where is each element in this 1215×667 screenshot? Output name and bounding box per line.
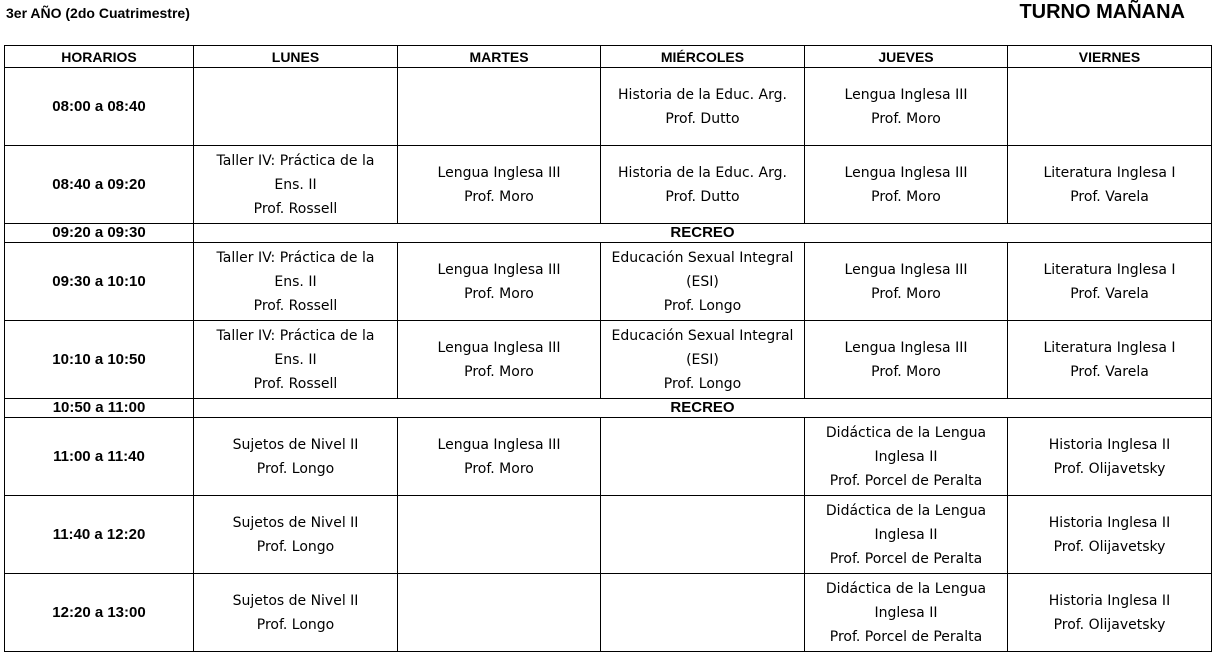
class-cell-lunes xyxy=(194,68,398,146)
professor-name: Prof. Moro xyxy=(464,460,534,477)
subject-line: Historia Inglesa II xyxy=(1048,592,1171,609)
class-cell-lunes xyxy=(194,321,398,399)
subject-line: Educación Sexual Integral xyxy=(611,327,794,344)
table-row xyxy=(5,146,1212,224)
professor-name: Prof. Rossell xyxy=(253,200,338,217)
column-header-miercoles: MIÉRCOLES xyxy=(601,46,805,68)
class-cell-viernes xyxy=(1008,496,1212,574)
class-cell-viernes xyxy=(1008,418,1212,496)
time-slot: 12:20 a 13:00 xyxy=(5,574,194,652)
class-cell-martes xyxy=(398,496,601,574)
class-cell-jueves xyxy=(805,68,1008,146)
table-row xyxy=(5,243,1212,321)
schedule-body xyxy=(5,68,1212,652)
subject-line: Educación Sexual Integral xyxy=(611,249,794,266)
schedule-title: 3er AÑO (2do Cuatrimestre) xyxy=(6,5,190,21)
professor-name: Prof. Longo xyxy=(256,616,335,633)
professor-name: Prof. Varela xyxy=(1070,285,1149,302)
class-cell-viernes xyxy=(1008,146,1212,224)
class-cell-miercoles xyxy=(601,496,805,574)
subject-line: Lengua Inglesa III xyxy=(437,436,561,453)
subject-line: Ens. II xyxy=(274,351,317,368)
subject-line: Lengua Inglesa III xyxy=(844,261,968,278)
professor-name: Prof. Dutto xyxy=(665,110,740,127)
class-cell-jueves xyxy=(805,321,1008,399)
time-slot: 08:40 a 09:20 xyxy=(5,146,194,224)
class-cell-jueves xyxy=(805,146,1008,224)
class-cell-miercoles xyxy=(601,321,805,399)
header-row xyxy=(5,46,1212,68)
subject-line: Sujetos de Nivel II xyxy=(232,436,359,453)
class-cell-lunes xyxy=(194,243,398,321)
class-cell-jueves xyxy=(805,243,1008,321)
shift-label: TURNO MAÑANA xyxy=(1019,1,1185,23)
class-cell-lunes xyxy=(194,146,398,224)
professor-name: Prof. Longo xyxy=(663,297,742,314)
professor-name: Prof. Moro xyxy=(871,285,941,302)
time-slot: 10:10 a 10:50 xyxy=(5,321,194,399)
professor-name: Prof. Longo xyxy=(663,375,742,392)
subject-line: Sujetos de Nivel II xyxy=(232,514,359,531)
professor-name: Prof. Moro xyxy=(871,363,941,380)
class-cell-jueves xyxy=(805,574,1008,652)
professor-name: Prof. Porcel de Peralta xyxy=(829,550,983,567)
recess-label: RECREO xyxy=(194,399,1212,418)
class-cell-lunes xyxy=(194,496,398,574)
professor-name: Prof. Moro xyxy=(871,188,941,205)
subject-line: Ens. II xyxy=(274,273,317,290)
class-cell-lunes xyxy=(194,574,398,652)
table-row xyxy=(5,418,1212,496)
class-cell-viernes xyxy=(1008,321,1212,399)
professor-name: Prof. Olijavetsky xyxy=(1053,460,1166,477)
class-cell-martes xyxy=(398,418,601,496)
subject-line: Literatura Inglesa I xyxy=(1043,261,1176,278)
class-cell-miercoles xyxy=(601,146,805,224)
table-row xyxy=(5,321,1212,399)
subject-line: (ESI) xyxy=(686,273,719,290)
subject-line: Inglesa II xyxy=(874,526,938,543)
subject-line: Lengua Inglesa III xyxy=(437,261,561,278)
table-row xyxy=(5,68,1212,146)
schedule-table xyxy=(4,45,1212,652)
column-header-jueves: JUEVES xyxy=(805,46,1008,68)
class-cell-miercoles xyxy=(601,418,805,496)
subject-line: Lengua Inglesa III xyxy=(437,164,561,181)
time-slot: 10:50 a 11:00 xyxy=(5,399,194,418)
professor-name: Prof. Porcel de Peralta xyxy=(829,628,983,645)
column-header-martes: MARTES xyxy=(398,46,601,68)
subject-line: Lengua Inglesa III xyxy=(844,164,968,181)
recess-row xyxy=(5,399,1212,418)
class-cell-martes xyxy=(398,243,601,321)
column-header-lunes: LUNES xyxy=(194,46,398,68)
subject-line: Historia Inglesa II xyxy=(1048,514,1171,531)
professor-name: Prof. Olijavetsky xyxy=(1053,616,1166,633)
subject-line: Taller IV: Práctica de la xyxy=(216,327,375,344)
class-cell-martes xyxy=(398,321,601,399)
class-cell-miercoles xyxy=(601,68,805,146)
professor-name: Prof. Olijavetsky xyxy=(1053,538,1166,555)
subject-line: Didáctica de la Lengua xyxy=(825,424,987,441)
subject-line: Taller IV: Práctica de la xyxy=(216,152,375,169)
subject-line: Inglesa II xyxy=(874,604,938,621)
professor-name: Prof. Rossell xyxy=(253,297,338,314)
subject-line: Inglesa II xyxy=(874,448,938,465)
professor-name: Prof. Moro xyxy=(464,188,534,205)
time-slot: 09:20 a 09:30 xyxy=(5,224,194,243)
subject-line: Lengua Inglesa III xyxy=(437,339,561,356)
column-header-viernes: VIERNES xyxy=(1008,46,1212,68)
professor-name: Prof. Moro xyxy=(871,110,941,127)
professor-name: Prof. Varela xyxy=(1070,188,1149,205)
subject-line: Historia Inglesa II xyxy=(1048,436,1171,453)
class-cell-martes xyxy=(398,146,601,224)
subject-line: Lengua Inglesa III xyxy=(844,339,968,356)
class-cell-jueves xyxy=(805,496,1008,574)
class-cell-miercoles xyxy=(601,574,805,652)
column-header-horarios: HORARIOS xyxy=(5,46,194,68)
class-cell-martes xyxy=(398,574,601,652)
subject-line: Literatura Inglesa I xyxy=(1043,164,1176,181)
professor-name: Prof. Rossell xyxy=(253,375,338,392)
subject-line: Literatura Inglesa I xyxy=(1043,339,1176,356)
professor-name: Prof. Longo xyxy=(256,538,335,555)
professor-name: Prof. Varela xyxy=(1070,363,1149,380)
time-slot: 08:00 a 08:40 xyxy=(5,68,194,146)
professor-name: Prof. Moro xyxy=(464,363,534,380)
subject-line: (ESI) xyxy=(686,351,719,368)
subject-line: Sujetos de Nivel II xyxy=(232,592,359,609)
professor-name: Prof. Longo xyxy=(256,460,335,477)
class-cell-jueves xyxy=(805,418,1008,496)
professor-name: Prof. Dutto xyxy=(665,188,740,205)
time-slot: 09:30 a 10:10 xyxy=(5,243,194,321)
class-cell-martes xyxy=(398,68,601,146)
subject-line: Historia de la Educ. Arg. xyxy=(618,164,787,181)
subject-line: Historia de la Educ. Arg. xyxy=(618,86,787,103)
professor-name: Prof. Porcel de Peralta xyxy=(829,472,983,489)
subject-line: Ens. II xyxy=(274,176,317,193)
class-cell-miercoles xyxy=(601,243,805,321)
class-cell-viernes xyxy=(1008,574,1212,652)
class-cell-viernes xyxy=(1008,68,1212,146)
table-row xyxy=(5,574,1212,652)
subject-line: Didáctica de la Lengua xyxy=(825,502,987,519)
time-slot: 11:00 a 11:40 xyxy=(5,418,194,496)
subject-line: Taller IV: Práctica de la xyxy=(216,249,375,266)
time-slot: 11:40 a 12:20 xyxy=(5,496,194,574)
professor-name: Prof. Moro xyxy=(464,285,534,302)
recess-row xyxy=(5,224,1212,243)
class-cell-viernes xyxy=(1008,243,1212,321)
class-cell-lunes xyxy=(194,418,398,496)
recess-label: RECREO xyxy=(194,224,1212,243)
subject-line: Lengua Inglesa III xyxy=(844,86,968,103)
table-row xyxy=(5,496,1212,574)
subject-line: Didáctica de la Lengua xyxy=(825,580,987,597)
